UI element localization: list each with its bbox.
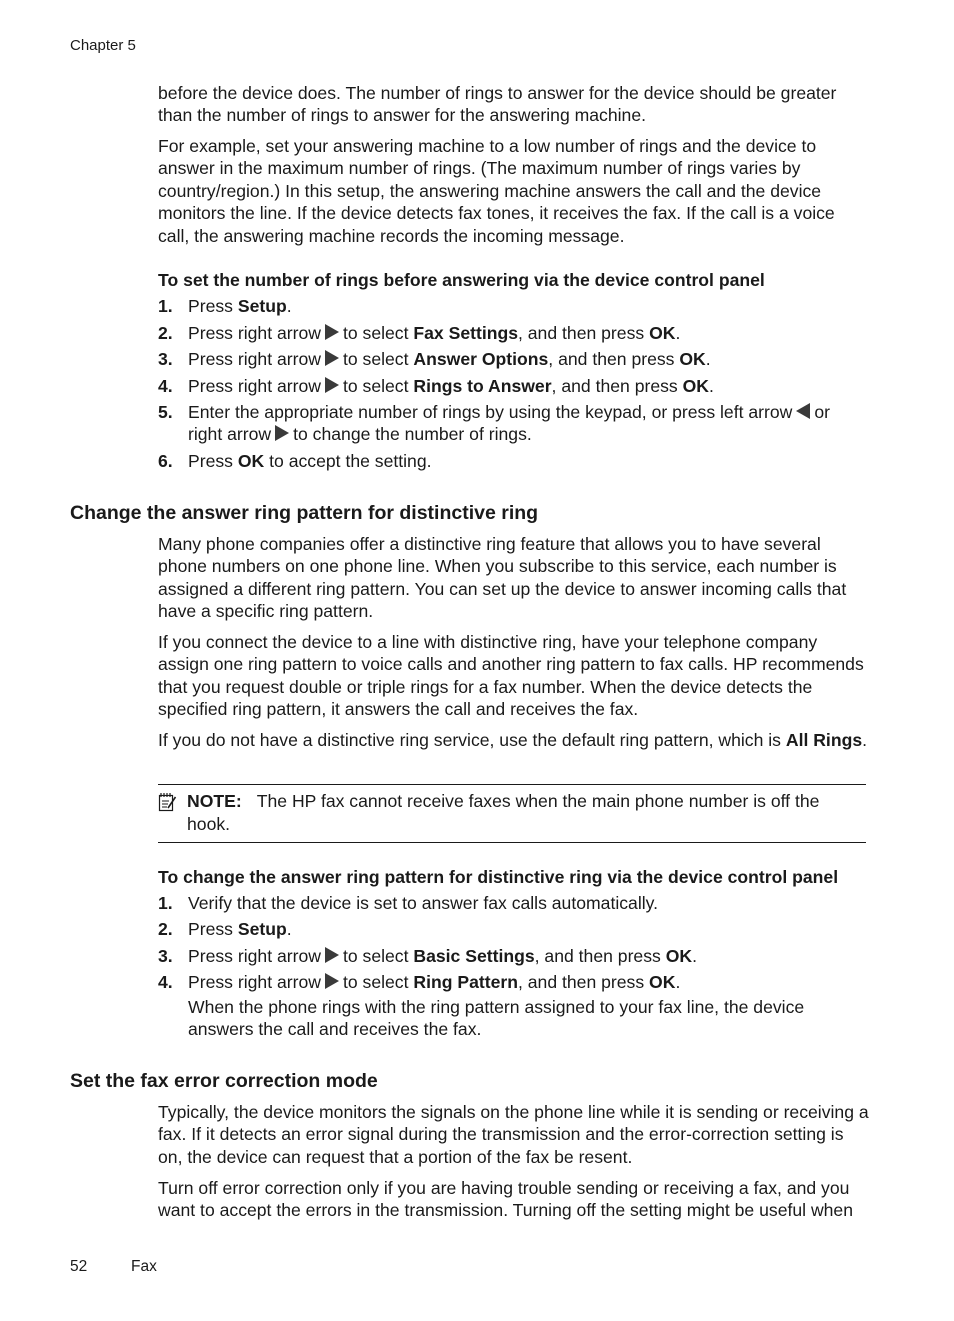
note-body: The HP fax cannot receive faxes when the main phone number is off the hook. <box>187 791 820 834</box>
note-label: NOTE: <box>187 791 242 811</box>
footer-section-name: Fax <box>131 1258 157 1275</box>
right-arrow-icon <box>325 947 339 963</box>
step-number: 4. <box>158 376 173 396</box>
note-top-rule <box>158 784 866 785</box>
note-pad-icon <box>158 792 178 812</box>
step-number: 3. <box>158 349 173 369</box>
step-number: 2. <box>158 919 173 939</box>
left-arrow-icon <box>796 403 810 419</box>
section-heading-distinctive-ring: Change the answer ring pattern for distinctive ring <box>70 502 539 524</box>
intro-p2-text: For example, set your answering machine to a low number of rings and the device to answer in the maximum number of rings. (The maximum number of rings varies by country/region.) In this setup, the answering machine answers the call and the device monitors the line. If the device detects fax tones, it receives the fax. If the call is a voice call, the answering machine records the incoming message. <box>158 136 835 246</box>
page-number: 52 <box>70 1258 88 1275</box>
step-text: Press right arrow to select Fax Settings, and then press OK. <box>188 323 681 343</box>
rings-procedure-heading: To set the number of rings before answering via the device control panel <box>158 270 765 290</box>
step-number: 3. <box>158 946 173 966</box>
step-text: Press right arrow to select Answer Options, and then press OK. <box>188 349 711 369</box>
right-arrow-icon <box>275 425 289 441</box>
step-text: Verify that the device is set to answer fax calls automatically. <box>188 893 659 913</box>
note-bottom-rule <box>158 842 866 843</box>
section-heading-error-correction: Set the fax error correction mode <box>70 1070 378 1092</box>
right-arrow-icon <box>325 377 339 393</box>
step-number: 1. <box>158 296 173 316</box>
distinctive-paragraph-1: Many phone companies offer a distinctive ring feature that allows you to have several phone numbers on one phone line. When you subscribe to this service, each number is assigned a different ring pattern. You can set up the device to answer incoming calls that have a specific ring pattern. <box>158 534 847 622</box>
step-text: Enter the appropriate number of rings by using the keypad, or press left arrow or right arrow to change the number of rings. <box>188 402 831 445</box>
ecm-paragraph-2: Turn off error correction only if you are having trouble sending or receiving a fax, and you want to accept the errors in the transmission. Turning off the setting might be useful when <box>158 1178 854 1221</box>
running-header-chapter: Chapter 5 <box>70 37 136 54</box>
intro-paragraph-1 <box>158 82 870 127</box>
step-text: Press right arrow to select Rings to Answer, and then press OK. <box>188 376 714 396</box>
step-number: 1. <box>158 893 173 913</box>
step-text: Press right arrow to select Ring Pattern, and then press OK. <box>188 972 681 992</box>
intro-p1-text: before the device does. The number of rings to answer for the device should be greater than the number of rings to answer for the answering machine. <box>158 83 837 126</box>
right-arrow-icon <box>325 973 339 989</box>
step-number: 5. <box>158 402 173 422</box>
distinctive-procedure-heading: To change the answer ring pattern for distinctive ring via the device control panel <box>158 867 839 887</box>
right-arrow-icon <box>325 324 339 340</box>
step-text: Press Setup. <box>188 296 292 316</box>
right-arrow-icon <box>325 350 339 366</box>
note-text-block <box>187 790 867 836</box>
step-text: Press OK to accept the setting. <box>188 451 432 471</box>
intro-paragraph-2 <box>158 135 870 247</box>
step-number: 4. <box>158 972 173 992</box>
step-text: Press Setup. <box>188 919 292 939</box>
step-text: Press right arrow to select Basic Settings, and then press OK. <box>188 946 697 966</box>
distinctive-paragraph-2: If you connect the device to a line with distinctive ring, have your telephone company assign one ring pattern to voice calls and another ring pattern to fax calls. HP recommends that you request double or triple rings for a fax number. When the device detects the specified ring pattern, it answers the call and receives the fax. <box>158 632 864 720</box>
distinctive-paragraph-3: If you do not have a distinctive ring service, use the default ring pattern, which is All Rings. <box>158 730 867 750</box>
ecm-paragraph-1: Typically, the device monitors the signals on the phone line while it is sending or receiving a fax. If it detects an error signal during the transmission and the error-correction setting is on, the device can request that a portion of the fax be resent. <box>158 1102 869 1167</box>
step-number: 2. <box>158 323 173 343</box>
step-number: 6. <box>158 451 173 471</box>
distinctive-step-4-followup: When the phone rings with the ring pattern assigned to your fax line, the device answers the call and receives the fax. <box>188 997 805 1040</box>
